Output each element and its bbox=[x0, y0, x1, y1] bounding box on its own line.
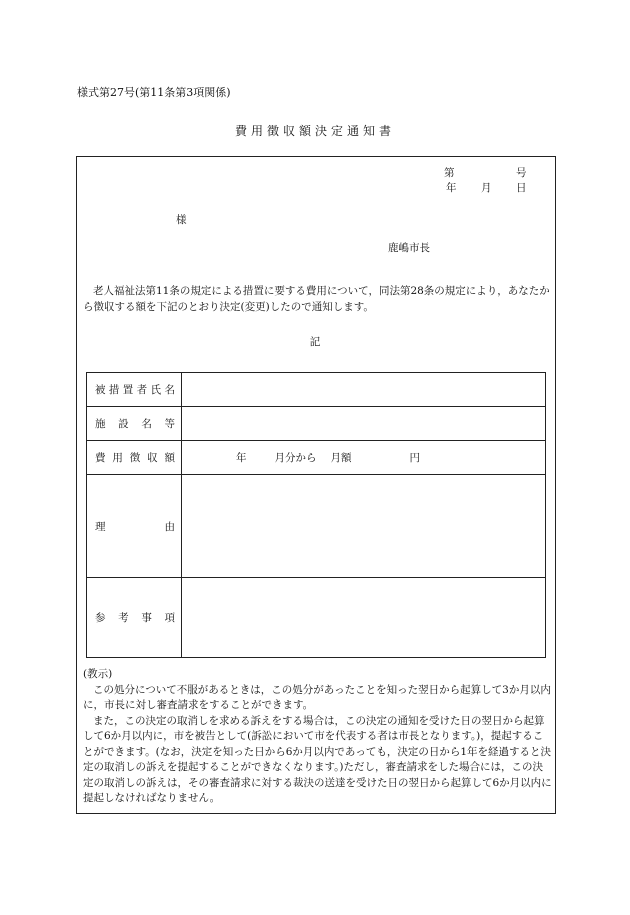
details-table bbox=[86, 372, 546, 658]
table-row bbox=[87, 578, 546, 658]
fee-monthly-amount: 月額 bbox=[330, 452, 352, 464]
facility-name-value bbox=[182, 407, 546, 441]
instruction-title: (教示) bbox=[83, 668, 113, 680]
date-year: 年 bbox=[446, 182, 457, 194]
date-month: 月 bbox=[481, 182, 492, 194]
table-row bbox=[87, 373, 546, 407]
label-cell bbox=[87, 407, 182, 441]
label-fee-amount: 費 用 徴 収 額 bbox=[95, 452, 175, 464]
addressee: 様 bbox=[176, 214, 187, 226]
document-title: 費用徴収額決定通知書 bbox=[234, 124, 395, 138]
label-person-name: 被 措 置 者 氏 名 bbox=[95, 384, 175, 396]
fee-amount-value bbox=[182, 441, 546, 475]
label-reference: 参 考 事 項 bbox=[95, 612, 175, 624]
fee-yen: 円 bbox=[409, 452, 420, 464]
label-cell bbox=[87, 373, 182, 407]
notice-number-prefix: 第 bbox=[444, 167, 455, 179]
fee-month-from: 月分から bbox=[274, 452, 317, 464]
date-day: 日 bbox=[516, 182, 527, 194]
fee-year: 年 bbox=[236, 452, 247, 464]
label-reason: 理 由 bbox=[95, 520, 175, 533]
label-cell bbox=[87, 441, 182, 475]
table-row bbox=[87, 441, 546, 475]
notice-number-suffix: 号 bbox=[516, 167, 527, 179]
label-cell bbox=[87, 578, 182, 658]
reference-value bbox=[182, 578, 546, 658]
person-name-value bbox=[182, 373, 546, 407]
instruction-paragraph-2: また，この決定の取消しを求める訴えをする場合は，この決定の通知を受けた日の翌日から起算して6か月以内に，市を被告として(訴訟において市を代表する者は市長となります。)，提起することができます。(なお，決定を知った日から6か月以内であっても，決定の日から1年を経過すると決定の取消しの訴えを提起することができなくなります。)ただし，審査請求をした場合には，この決定の取消しの訴えは，その審査請求に対する裁決の送達を受けた日の翌日から起算して6か月以内に提起しなければなりません。 bbox=[83, 714, 552, 804]
label-cell bbox=[87, 475, 182, 578]
label-facility-name: 施 設 名 等 bbox=[95, 418, 175, 430]
body-text: 老人福祉法第11条の規定による措置に要する費用について，同法第28条の規定により，あなたから徴収する額を下記のとおり決定(変更)したので通知します。 bbox=[83, 285, 550, 313]
table-row bbox=[87, 407, 546, 441]
reason-value bbox=[182, 475, 546, 578]
issuer: 鹿嶋市長 bbox=[388, 242, 430, 254]
table-row bbox=[87, 475, 546, 578]
form-number: 様式第27号(第11条第3項関係) bbox=[77, 86, 231, 99]
ki-heading: 記 bbox=[309, 336, 321, 348]
instruction-paragraph-1: この処分について不服があるときは，この処分があったことを知った翌日から起算して3か月以内に，市長に対し審査請求をすることができます。 bbox=[83, 683, 551, 711]
instruction-block bbox=[83, 667, 553, 807]
